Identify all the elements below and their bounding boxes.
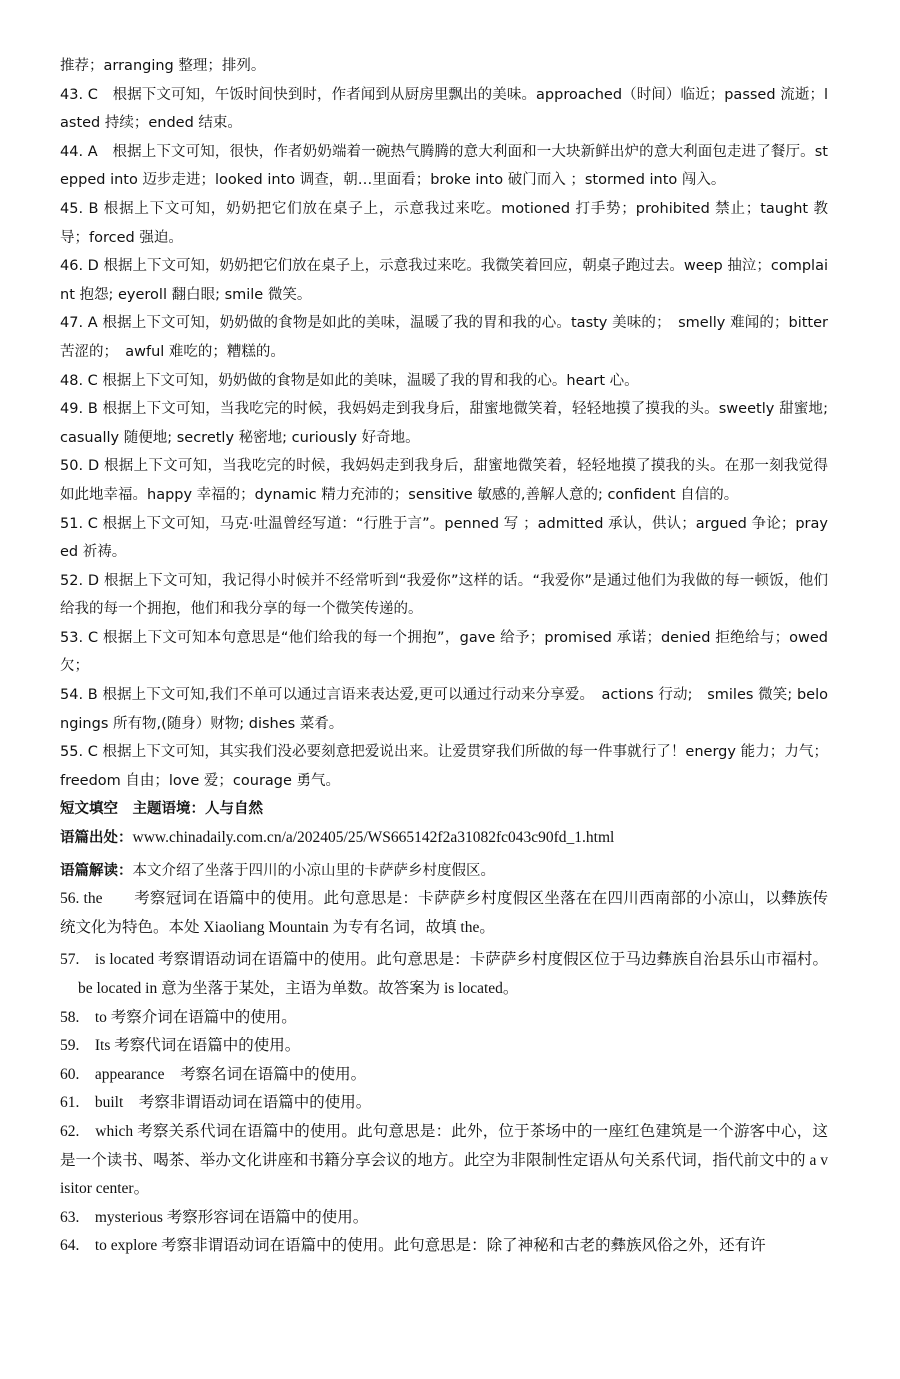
answer-paragraph: 53. C 根据上下文可知本句意思是“他们给我的每一个拥抱”，gave 给予；promised 承诺；denied 拒绝给与；owed 欠；	[60, 629, 828, 675]
section-heading: 短文填空 主题语境：人与自然	[60, 801, 263, 818]
reading-text: 本文介绍了坐落于四川的小凉山里的卡萨萨乡村度假区。	[132, 862, 495, 879]
fill-answer-item: 60. appearance 考察名词在语篇中的使用。	[60, 1065, 367, 1083]
fill-answer-item: 58. to 考察介词在语篇中的使用。	[60, 1008, 297, 1026]
reading-line	[60, 857, 828, 886]
answer-paragraph: 55. C 根据上下文可知，其实我们没必要刻意把爱说出来。让爱贯穿我们所做的每一件事就行了！energy 能力；力气；freedom 自由；love 爱；courage 勇气。	[60, 744, 828, 789]
answer-paragraph: 54. B 根据上下文可知,我们不单可以通过言语来表达爱,更可以通过行动来分享爱。 actions 行动; smiles 微笑; belongings 所有物,(随身）财物; dishes 菜肴。	[60, 687, 828, 732]
source-label: 语篇出处：	[60, 830, 133, 847]
source-line	[60, 824, 828, 853]
fill-answer-item: 62. which 考察关系代词在语篇中的使用。此句意思是：此外，位于茶场中的一座红色建筑是一个游客中心，这是一个读书、喝茶、举办文化讲座和书籍分享会议的地方。此空为非限制性定语从句关系代词，指代前文中的 a visitor center。	[60, 1122, 828, 1198]
answer-paragraph: 47. A 根据上下文可知，奶奶做的食物是如此的美味，温暖了我的胃和我的心。tasty 美味的； smelly 难闻的；bitter 苦涩的； awful 难吃的；糟糕的。	[60, 315, 828, 360]
fill-answer-item: 57. is located 考察谓语动词在语篇中的使用。此句意思是：卡萨萨乡村度假区位于马边彝族自治县乐山市福村。be located in 意为坐落于某处，主语为单数。故答案为 is located。	[60, 951, 828, 997]
answer-paragraph: 50. D 根据上下文可知，当我吃完的时候，我妈妈走到我身后，甜蜜地微笑着，轻轻地摸了摸我的头。在那一刻我觉得如此地幸福。happy 幸福的；dynamic 精力充沛的；sensitive 敏感的,善解人意的; confident 自信的。	[60, 458, 828, 503]
answer-paragraph: 45. B 根据上下文可知，奶奶把它们放在桌子上，示意我过来吃。motioned 打手势；prohibited 禁止；taught 教导；forced 强迫。	[60, 200, 828, 246]
answer-paragraph: 44. A 根据上下文可知，很快，作者奶奶端着一碗热气腾腾的意大利面和一大块新鲜出炉的意大利面包走进了餐厅。stepped into 迈步走进；looked into 调查，朝…里面看；broke into 破门而入 ；stormed into 闯入。	[60, 143, 828, 189]
answer-paragraph: 43. C 根据下文可知，午饭时间快到时，作者闻到从厨房里飘出的美味。approached（时间）临近；passed 流逝；lasted 持续；ended 结束。	[60, 86, 828, 132]
fill-answer-item: 64. to explore 考察非谓语动词在语篇中的使用。此句意思是：除了神秘和古老的彝族风俗之外，还有许	[60, 1237, 766, 1255]
answer-paragraph: 49. B 根据上下文可知，当我吃完的时候，我妈妈走到我身后，甜蜜地微笑着，轻轻地摸了摸我的头。sweetly 甜蜜地; casually 随便地; secretly 秘密地; curiously 好奇地。	[60, 401, 828, 446]
source-url: www.chinadaily.com.cn/a/202405/25/WS665142f2a31082fc043c90fd_1.html	[132, 829, 615, 847]
answer-paragraph: 48. C 根据上下文可知，奶奶做的食物是如此的美味，温暖了我的胃和我的心。heart 心。	[60, 372, 639, 389]
fill-answer-item: 61. built 考察非谓语动词在语篇中的使用。	[60, 1094, 372, 1112]
answer-paragraph: 51. C 根据上下文可知，马克·吐温曾经写道：“行胜于言”。penned 写 ；admitted 承认，供认；argued 争论；prayed 祈祷。	[60, 515, 828, 561]
answer-paragraph: 推荐；arranging 整理；排列。	[60, 58, 266, 74]
fill-answer-item: 59. Its 考察代词在语篇中的使用。	[60, 1037, 301, 1055]
fill-answer-item: 63. mysterious 考察形容词在语篇中的使用。	[60, 1208, 369, 1226]
fill-answer-item: 56. the 考察冠词在语篇中的使用。此句意思是：卡萨萨乡村度假区坐落在在四川西南部的小凉山，以彝族传统文化为特色。本处 Xiaoliang Mountain 为专有名词，故填 the。	[60, 890, 828, 936]
answer-paragraph: 52. D 根据上下文可知，我记得小时候并不经常听到“我爱你”这样的话。“我爱你”是通过他们为我做的每一顿饭，他们给我的每一个拥抱，他们和我分享的每一个微笑传递的。	[60, 572, 828, 618]
reading-label: 语篇解读：	[60, 862, 133, 879]
answer-paragraph: 46. D 根据上下文可知，奶奶把它们放在桌子上，示意我过来吃。我微笑着回应，朝桌子跑过去。weep 抽泣；complaint 抱怨; eyeroll 翻白眼; smile 微笑。	[60, 258, 828, 303]
